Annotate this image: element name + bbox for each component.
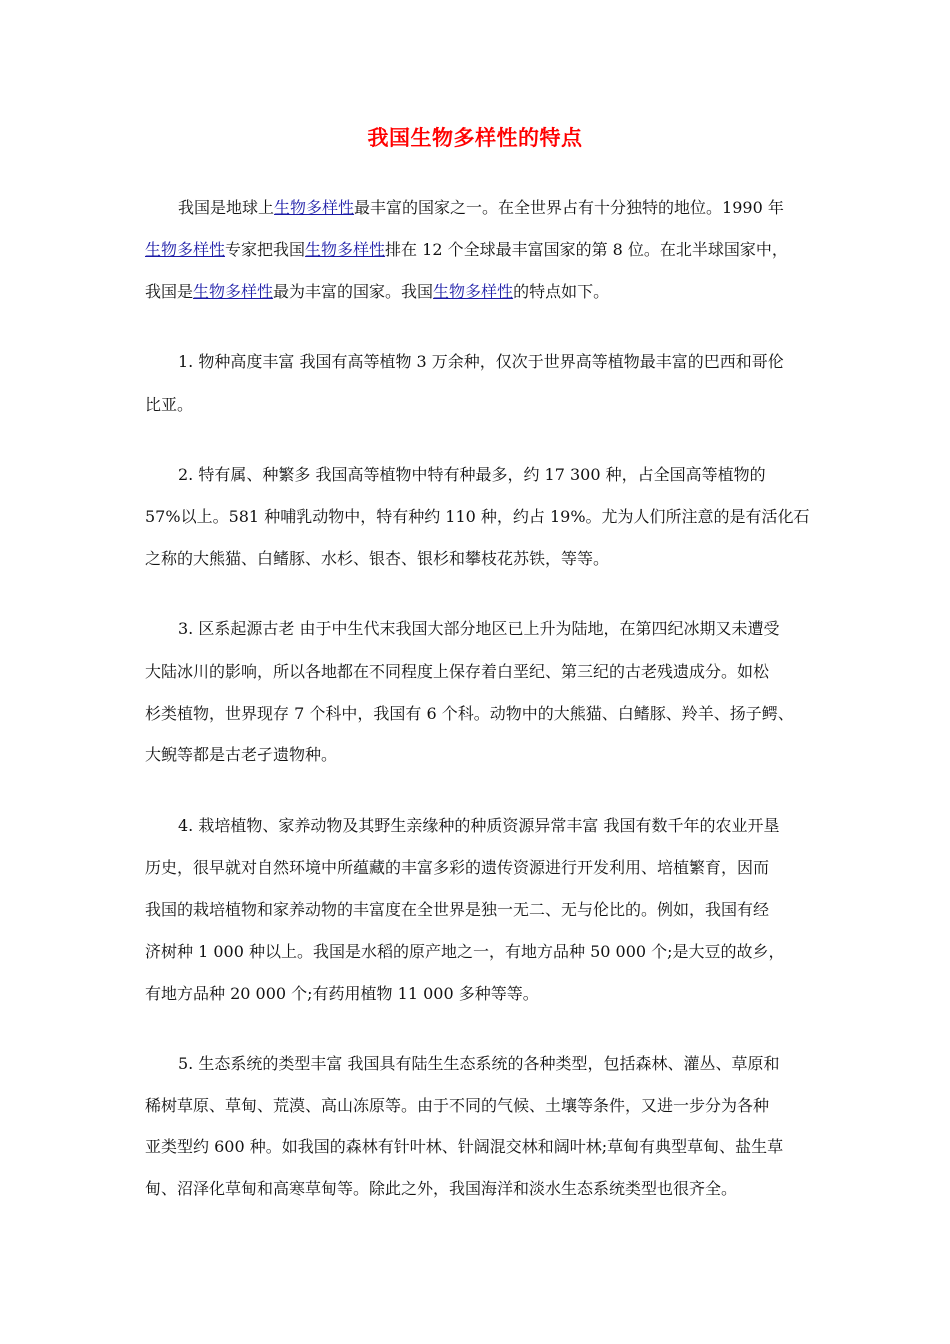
text-run: 我国是 <box>145 282 194 301</box>
point-3-line: 杉类植物，世界现存 7 个科中，我国有 6 个科。动物中的大熊猫、白鳍豚、羚羊、扬子鳄、 <box>145 704 794 723</box>
point-4-line: 我国的栽培植物和家养动物的丰富度在全世界是独一无二、无与伦比的。例如，我国有经 <box>145 900 770 919</box>
point-3-line: 大陆冰川的影响，所以各地都在不同程度上保存着白垩纪、第三纪的古老残遗成分。如松 <box>145 662 770 681</box>
point-5-line: 甸、沼泽化草甸和高寒草甸等。除此之外，我国海洋和淡水生态系统类型也很齐全。 <box>145 1179 738 1198</box>
text-run: 排在 12 个全球最丰富国家的第 8 位。在北半球国家中， <box>385 240 788 259</box>
text-run: 最为丰富的国家。我国 <box>273 282 434 301</box>
point-4-line: 济树种 1 000 种以上。我国是水稻的原产地之一，有地方品种 50 000 个;是大豆的故乡， <box>145 942 785 961</box>
text-run: 最丰富的国家之一。在全世界占有十分独特的地位。1990 年 <box>354 198 784 217</box>
intro-line-2 <box>145 239 788 261</box>
intro-line-3 <box>145 281 609 303</box>
point-2-line: 2. 特有属、种繁多 我国高等植物中特有种最多，约 17 300 种，占全国高等植物的 <box>178 465 766 484</box>
text-run: 专家把我国 <box>225 240 306 259</box>
point-5-line: 稀树草原、草甸、荒漠、高山冻原等。由于不同的气候、土壤等条件，又进一步分为各种 <box>145 1096 770 1115</box>
document-title: 我国生物多样性的特点 <box>367 126 583 150</box>
biodiversity-link[interactable]: 生物多样性 <box>193 282 274 301</box>
point-4-line: 历史，很早就对自然环境中所蕴藏的丰富多彩的遗传资源进行开发利用、培植繁育，因而 <box>145 858 770 877</box>
biodiversity-link[interactable]: 生物多样性 <box>433 282 514 301</box>
biodiversity-link[interactable]: 生物多样性 <box>305 240 386 259</box>
point-3-line: 3. 区系起源古老 由于中生代末我国大部分地区已上升为陆地，在第四纪冰期又未遭受 <box>178 619 780 638</box>
text-run: 我国是地球上 <box>178 198 275 217</box>
intro-line-1 <box>178 197 784 219</box>
point-1-line: 比亚。 <box>145 395 194 414</box>
point-2-line: 57%以上。581 种哺乳动物中，特有种约 110 种，约占 19%。尤为人们所注意的是有活化石 <box>145 507 810 526</box>
point-4-line: 有地方品种 20 000 个;有药用植物 11 000 多种等等。 <box>145 984 539 1003</box>
point-3-line: 大鲵等都是古老孑遗物种。 <box>145 745 338 764</box>
point-5-line: 5. 生态系统的类型丰富 我国具有陆生生态系统的各种类型，包括森林、灌丛、草原和 <box>178 1054 780 1073</box>
point-5-line: 亚类型约 600 种。如我国的森林有针叶林、针阔混交林和阔叶林;草甸有典型草甸、盐生草 <box>145 1137 784 1156</box>
biodiversity-link[interactable]: 生物多样性 <box>145 240 226 259</box>
biodiversity-link[interactable]: 生物多样性 <box>274 198 355 217</box>
point-4-line: 4. 栽培植物、家养动物及其野生亲缘种的种质资源异常丰富 我国有数千年的农业开垦 <box>178 816 780 835</box>
text-run: 的特点如下。 <box>513 282 610 301</box>
point-1-line: 1. 物种高度丰富 我国有高等植物 3 万余种，仅次于世界高等植物最丰富的巴西和哥伦 <box>178 352 784 371</box>
point-2-line: 之称的大熊猫、白鳍豚、水杉、银杏、银杉和攀枝花苏铁，等等。 <box>145 549 610 568</box>
